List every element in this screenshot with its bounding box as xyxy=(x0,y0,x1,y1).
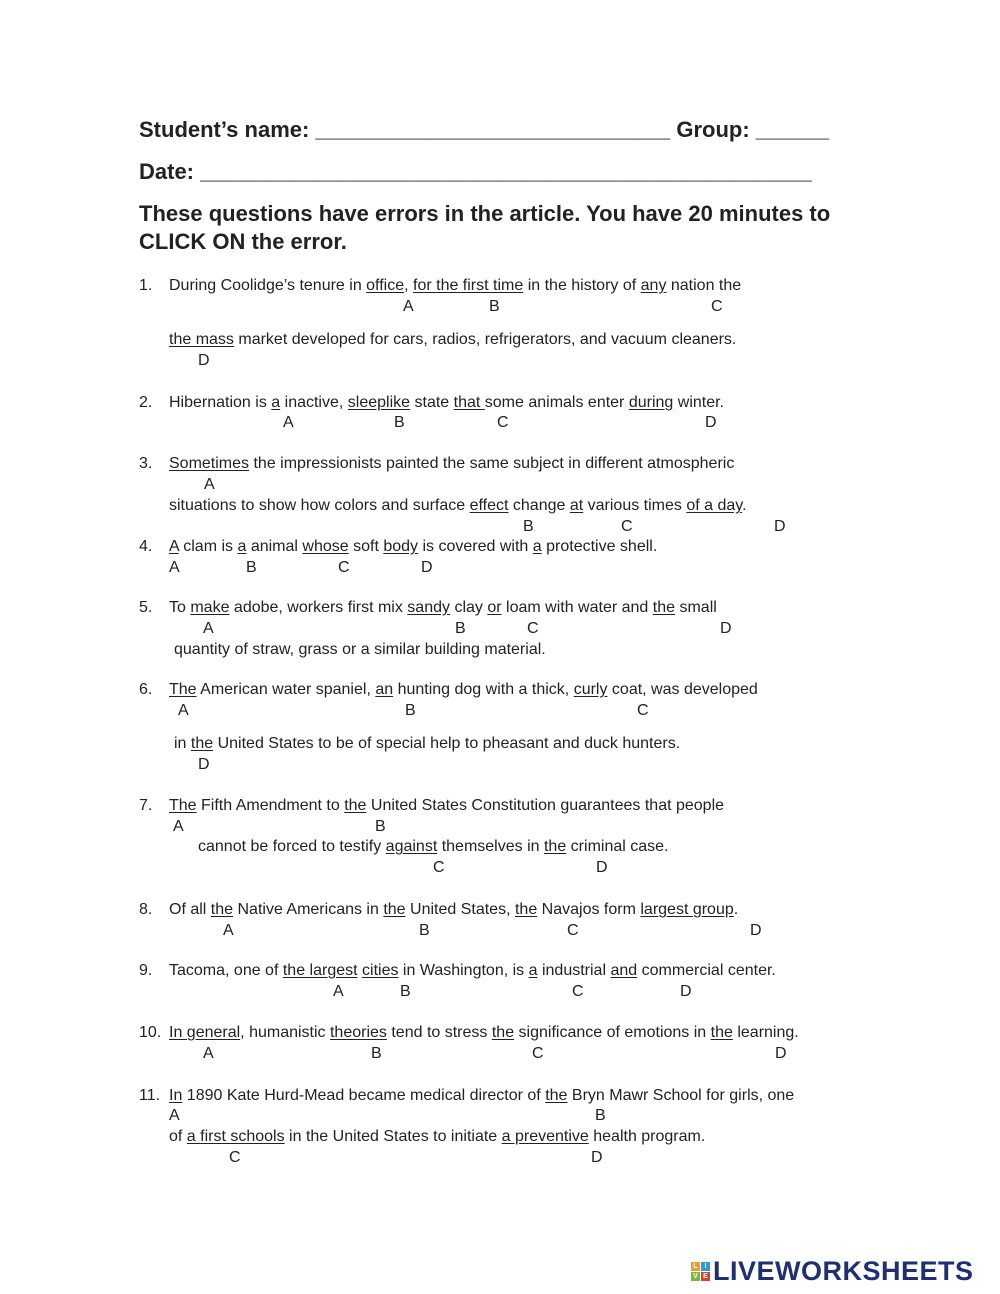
option-4b[interactable]: a xyxy=(237,538,247,555)
label-11b: B xyxy=(595,1107,606,1124)
question-number: 10. xyxy=(139,1024,162,1041)
text: loam with water and xyxy=(501,599,653,616)
option-2b[interactable]: sleeplike xyxy=(347,394,411,411)
option-5d[interactable]: the xyxy=(652,599,676,616)
question-6-line-2 xyxy=(174,735,680,753)
option-3d[interactable]: of a day xyxy=(686,497,743,514)
question-number: 1. xyxy=(139,277,153,294)
text: quantity of straw, grass or a similar building material. xyxy=(174,641,546,658)
option-7a[interactable]: The xyxy=(169,797,197,814)
option-10d[interactable]: the xyxy=(710,1024,733,1041)
label-1b: B xyxy=(489,298,500,315)
text: market developed for cars, radios, refrigerators, and vacuum cleaners. xyxy=(233,331,737,348)
option-9c[interactable]: a xyxy=(528,962,538,979)
question-1-line-1 xyxy=(169,277,741,295)
logo-blocks-icon xyxy=(691,1262,710,1281)
text: change xyxy=(508,497,570,514)
label-10a: A xyxy=(203,1045,214,1062)
question-number: 6. xyxy=(139,681,153,698)
text: United States to be of special help to pheasant and duck hunters. xyxy=(213,735,681,752)
label-1c: C xyxy=(711,298,723,315)
text: American water spaniel, xyxy=(196,681,376,698)
label-1a: A xyxy=(403,298,414,315)
text: animal xyxy=(246,538,303,555)
label-4a: A xyxy=(169,559,180,576)
question-10-line-1 xyxy=(169,1024,799,1042)
question-number: 11. xyxy=(139,1087,161,1104)
text: soft xyxy=(348,538,384,555)
label-3b: B xyxy=(523,518,534,535)
text: in Washington, is xyxy=(398,962,529,979)
question-3-line-2 xyxy=(169,497,747,515)
option-11d[interactable]: a preventive xyxy=(501,1128,589,1145)
text: health program. xyxy=(588,1128,706,1145)
logo-text: LIVEWORKSHEETS xyxy=(713,1256,974,1286)
question-11-line-2 xyxy=(169,1128,705,1146)
label-9c: C xyxy=(572,983,584,1000)
option-4e[interactable]: a xyxy=(532,538,542,555)
text: industrial xyxy=(537,962,611,979)
label-5d: D xyxy=(720,620,732,637)
text: adobe, workers first mix xyxy=(229,599,408,616)
text: significance of emotions in xyxy=(514,1024,711,1041)
text: . xyxy=(733,901,739,918)
question-number: 9. xyxy=(139,962,153,979)
option-11b[interactable]: the xyxy=(545,1087,568,1104)
option-1a[interactable]: office xyxy=(366,277,405,294)
text: clam is xyxy=(178,538,238,555)
logo-block-i: I xyxy=(701,1262,710,1271)
question-number: 8. xyxy=(139,901,153,918)
label-6d: D xyxy=(198,756,210,773)
question-number: 2. xyxy=(139,394,153,411)
option-11c[interactable]: a first schools xyxy=(186,1128,285,1145)
question-3-line-1 xyxy=(169,455,734,473)
option-6c[interactable]: curly xyxy=(573,681,608,698)
option-7d[interactable]: the xyxy=(543,838,567,855)
label-2d: D xyxy=(705,414,717,431)
text: , xyxy=(404,277,413,294)
label-10b: B xyxy=(371,1045,382,1062)
question-7-line-2 xyxy=(198,838,668,856)
text: in the United States to initiate xyxy=(284,1128,502,1145)
option-10b[interactable]: theories xyxy=(329,1024,387,1041)
text: cannot be forced to testify xyxy=(198,838,386,855)
text: protective shell. xyxy=(541,538,658,555)
option-7b[interactable]: the xyxy=(344,797,367,814)
option-9b[interactable]: cities xyxy=(362,962,399,979)
label-8a: A xyxy=(223,922,234,939)
label-6b: B xyxy=(405,702,416,719)
question-number: 7. xyxy=(139,797,153,814)
question-6-line-1 xyxy=(169,681,758,699)
label-4b: B xyxy=(246,559,257,576)
text: To xyxy=(169,599,191,616)
text: criminal case. xyxy=(566,838,669,855)
label-11a: A xyxy=(169,1107,180,1124)
text: clay xyxy=(450,599,488,616)
label-8b: B xyxy=(419,922,430,939)
label-6a: A xyxy=(178,702,189,719)
option-3a[interactable]: Sometimes xyxy=(169,455,250,472)
question-9-line-1 xyxy=(169,962,776,980)
text: Fifth Amendment to xyxy=(196,797,345,814)
text: in xyxy=(174,735,191,752)
label-3c: C xyxy=(621,518,633,535)
label-4d: D xyxy=(421,559,433,576)
question-4-line-1 xyxy=(169,538,657,556)
text: During Coolidge’s tenure in xyxy=(169,277,367,294)
text: Navajos form xyxy=(537,901,641,918)
label-2c: C xyxy=(497,414,509,431)
logo-block-l: L xyxy=(691,1262,700,1271)
text: tend to stress xyxy=(386,1024,492,1041)
name-group-line: Student’s name: _____________________________ Group: ______ xyxy=(139,117,830,142)
label-6c: C xyxy=(637,702,649,719)
text: various times xyxy=(583,497,687,514)
label-2b: B xyxy=(394,414,405,431)
option-2d[interactable]: during xyxy=(628,394,674,411)
question-2-line-1 xyxy=(169,394,724,412)
question-5-line-2 xyxy=(174,641,546,659)
label-7d: D xyxy=(596,859,608,876)
option-7c[interactable]: against xyxy=(385,838,438,855)
label-10d: D xyxy=(775,1045,787,1062)
instructions-line-1: These questions have errors in the article. You have 20 minutes to xyxy=(139,201,831,226)
option-2a[interactable]: a xyxy=(271,394,281,411)
instructions-line-2: CLICK ON the error. xyxy=(139,229,347,254)
option-8d[interactable]: largest group xyxy=(640,901,734,918)
text: winter. xyxy=(673,394,724,411)
text: the impressionists painted the same subject in different atmospheric xyxy=(249,455,735,472)
option-5b[interactable]: sandy xyxy=(407,599,450,616)
label-7a: A xyxy=(173,818,184,835)
text: inactive, xyxy=(280,394,348,411)
text: Tacoma, one of xyxy=(169,962,283,979)
option-11a[interactable]: In xyxy=(169,1087,183,1104)
option-2c[interactable]: that xyxy=(453,394,485,411)
text: coat, was developed xyxy=(607,681,758,698)
option-8a[interactable]: the xyxy=(210,901,234,918)
logo-block-v: V xyxy=(691,1272,700,1281)
label-8c: C xyxy=(567,922,579,939)
label-7b: B xyxy=(375,818,386,835)
text: Native Americans in xyxy=(233,901,384,918)
question-number: 5. xyxy=(139,599,153,616)
label-5b: B xyxy=(455,620,466,637)
question-number: 4. xyxy=(139,538,153,555)
text: Bryn Mawr School for girls, one xyxy=(567,1087,795,1104)
label-4c: C xyxy=(338,559,350,576)
text: , humanistic xyxy=(240,1024,330,1041)
label-9a: A xyxy=(333,983,344,1000)
question-8-line-1 xyxy=(169,901,738,919)
text: learning. xyxy=(732,1024,799,1041)
text: in the history of xyxy=(523,277,641,294)
text: hunting dog with a thick, xyxy=(393,681,574,698)
option-9d[interactable]: and xyxy=(610,962,638,979)
label-1d: D xyxy=(198,352,210,369)
option-8c[interactable]: the xyxy=(514,901,538,918)
text: . xyxy=(742,497,747,514)
option-6b[interactable]: an xyxy=(375,681,394,698)
label-5c: C xyxy=(527,620,539,637)
text: of xyxy=(169,1128,187,1145)
label-3a: A xyxy=(204,476,215,493)
option-1c[interactable]: any xyxy=(640,277,667,294)
logo-block-e: E xyxy=(701,1272,710,1281)
option-6a[interactable]: The xyxy=(169,681,197,698)
text: state xyxy=(410,394,454,411)
text: United States Constitution guarantees that people xyxy=(366,797,725,814)
option-8b[interactable]: the xyxy=(383,901,406,918)
label-3d: D xyxy=(774,518,786,535)
label-11c: C xyxy=(229,1149,241,1166)
text: 1890 Kate Hurd-Mead became medical director of xyxy=(182,1087,546,1104)
option-4d[interactable]: body xyxy=(383,538,419,555)
label-2a: A xyxy=(283,414,294,431)
text: small xyxy=(675,599,717,616)
text: United States, xyxy=(405,901,515,918)
label-9b: B xyxy=(400,983,411,1000)
option-1d[interactable]: the mass xyxy=(169,331,234,348)
question-number: 3. xyxy=(139,455,153,472)
text: is covered with xyxy=(418,538,533,555)
label-8d: D xyxy=(750,922,762,939)
option-5a[interactable]: make xyxy=(190,599,230,616)
option-10a[interactable]: In general xyxy=(169,1024,241,1041)
question-1-line-2 xyxy=(169,331,736,349)
option-10c[interactable]: the xyxy=(491,1024,515,1041)
label-11d: D xyxy=(591,1149,603,1166)
option-4c[interactable]: whose xyxy=(302,538,349,555)
date-line: Date: __________________________________________________ xyxy=(139,159,812,184)
label-10c: C xyxy=(532,1045,544,1062)
label-7c: C xyxy=(433,859,445,876)
text: nation the xyxy=(666,277,742,294)
text: Hibernation is xyxy=(169,394,272,411)
option-6d[interactable]: the xyxy=(190,735,214,752)
text: Of all xyxy=(169,901,211,918)
option-3c[interactable]: at xyxy=(569,497,584,514)
option-5c[interactable]: or xyxy=(487,599,502,616)
question-11-line-1 xyxy=(169,1087,794,1105)
option-1b[interactable]: for the first time xyxy=(413,277,524,294)
option-9a[interactable]: the largest xyxy=(282,962,358,979)
text: themselves in xyxy=(437,838,544,855)
question-5-line-1 xyxy=(169,599,717,617)
option-3b[interactable]: effect xyxy=(469,497,509,514)
question-7-line-1 xyxy=(169,797,724,815)
text: some animals enter xyxy=(484,394,629,411)
label-5a: A xyxy=(203,620,214,637)
option-4a[interactable]: A xyxy=(169,538,179,555)
liveworksheets-logo xyxy=(691,1256,974,1287)
text: commercial center. xyxy=(637,962,776,979)
label-9d: D xyxy=(680,983,692,1000)
text: situations to show how colors and surface xyxy=(169,497,470,514)
